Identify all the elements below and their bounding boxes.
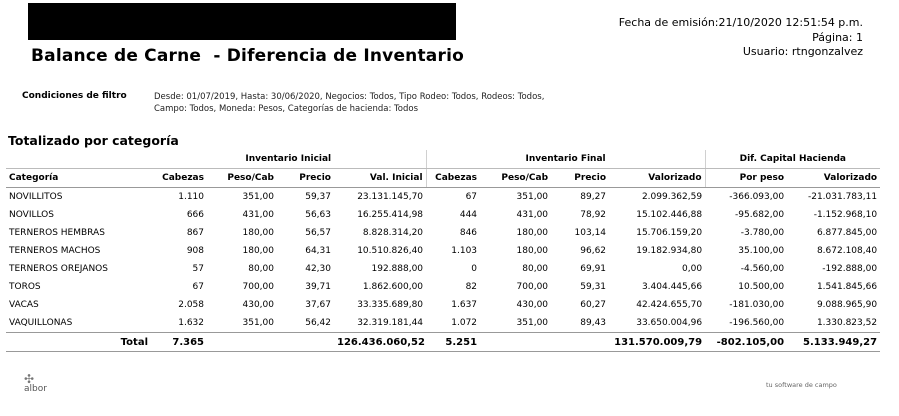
col-peso-inicial: Peso/Cab xyxy=(207,169,277,188)
col-val-inicial: Val. Inicial xyxy=(334,169,426,188)
col-peso-final: Peso/Cab xyxy=(480,169,551,188)
value-cell: 33.335.689,80 xyxy=(357,300,424,310)
group-header-row xyxy=(6,150,880,169)
value-cell: 89,43 xyxy=(580,318,607,328)
value-cell: 700,00 xyxy=(516,282,549,292)
value-cell: 8.828.314,20 xyxy=(362,228,424,238)
value-cell: 1.330.823,52 xyxy=(816,318,878,328)
value-cell: 56,57 xyxy=(305,228,331,238)
value-cell: 33.650.004,96 xyxy=(636,318,703,328)
value-cell: 180,00 xyxy=(516,228,549,238)
value-cell: 42,30 xyxy=(305,264,331,274)
value-cell: 89,27 xyxy=(580,192,607,202)
value-cell: 431,00 xyxy=(516,210,549,220)
value-cell: 23.131.145,70 xyxy=(357,192,424,202)
value-cell: -181.030,00 xyxy=(729,300,785,310)
value-cell: 56,42 xyxy=(305,318,331,328)
value-cell: 1.637 xyxy=(451,300,478,310)
value-cell: 6.877.845,00 xyxy=(816,228,878,238)
redacted-block xyxy=(28,3,456,40)
value-cell: 35.100,00 xyxy=(738,246,785,256)
total-empty xyxy=(551,333,609,352)
category-name-cell: TERNEROS OREJANOS xyxy=(9,264,108,274)
value-cell: 351,00 xyxy=(516,192,549,202)
total-empty xyxy=(277,333,334,352)
table-row xyxy=(6,314,880,333)
value-cell: 10.510.826,40 xyxy=(357,246,424,256)
value-cell: 60,27 xyxy=(580,300,607,310)
value-cell: 3.404.445,66 xyxy=(641,282,703,292)
value-cell: 9.088.965,90 xyxy=(816,300,878,310)
value-cell: 2.058 xyxy=(178,300,204,310)
table-body xyxy=(6,188,880,333)
table-row xyxy=(6,242,880,260)
value-cell: 80,00 xyxy=(522,264,549,274)
value-cell: -192.888,00 xyxy=(822,264,878,274)
value-cell: 1.103 xyxy=(451,246,478,256)
emission-date: Fecha de emisión:21/10/2020 12:51:54 p.m. xyxy=(618,16,863,29)
column-header-row xyxy=(6,169,880,188)
value-cell: 39,71 xyxy=(305,282,331,292)
filter-line-1: Desde: 01/07/2019, Hasta: 30/06/2020, Negocios: Todos, Tipo Rodeo: Todos, Rodeos: Todos, xyxy=(154,92,545,102)
filter-conditions xyxy=(154,91,584,115)
value-cell: 96,62 xyxy=(580,246,607,256)
value-cell: 80,00 xyxy=(248,264,274,274)
value-cell: 8.672.108,40 xyxy=(816,246,878,256)
footer-tagline: tu software de campo xyxy=(766,381,837,389)
value-cell: 846 xyxy=(459,228,478,238)
value-cell: 0,00 xyxy=(682,264,703,274)
group-dif-capital: Dif. Capital Hacienda xyxy=(705,150,880,169)
value-cell: 1.632 xyxy=(178,318,204,328)
filter-label: Condiciones de filtro xyxy=(22,91,127,101)
table-row xyxy=(6,206,880,224)
value-cell: -95.682,00 xyxy=(735,210,785,220)
value-cell: 16.255.414,98 xyxy=(357,210,424,220)
value-cell: 1.541.845,66 xyxy=(816,282,878,292)
user-name: Usuario: rtngonzalvez xyxy=(742,45,863,58)
value-cell: -1.152.968,10 xyxy=(813,210,878,220)
logo-text: albor xyxy=(24,384,47,394)
value-cell: 56,63 xyxy=(305,210,331,220)
value-cell: 67 xyxy=(192,282,204,292)
table-row xyxy=(6,296,880,314)
value-cell: 57 xyxy=(192,264,204,274)
value-cell: 180,00 xyxy=(242,246,274,256)
albor-logo xyxy=(24,374,47,394)
value-cell: 37,67 xyxy=(305,300,331,310)
value-cell: 15.102.446,88 xyxy=(636,210,703,220)
value-cell: 10.500,00 xyxy=(738,282,785,292)
value-cell: 192.888,00 xyxy=(371,264,424,274)
group-inventario-final: Inventario Final xyxy=(426,150,705,169)
value-cell: 867 xyxy=(186,228,204,238)
total-empty xyxy=(207,333,277,352)
page-number: Página: 1 xyxy=(812,30,863,44)
value-cell: 431,00 xyxy=(242,210,274,220)
total-valorizado-dif: 5.133.949,27 xyxy=(787,333,880,352)
category-name-cell: NOVILLOS xyxy=(9,210,54,220)
value-cell: 351,00 xyxy=(242,192,274,202)
col-categoria: Categoría xyxy=(6,169,151,188)
value-cell: 180,00 xyxy=(242,228,274,238)
value-cell: -196.560,00 xyxy=(729,318,785,328)
value-cell: 1.110 xyxy=(178,192,204,202)
value-cell: 908 xyxy=(186,246,204,256)
col-valorizado-dif: Valorizado xyxy=(787,169,880,188)
table-row xyxy=(6,188,880,207)
value-cell: 15.706.159,20 xyxy=(636,228,703,238)
value-cell: 19.182.934,80 xyxy=(636,246,703,256)
col-valorizado-final: Valorizado xyxy=(609,169,705,188)
col-cabezas-inicial: Cabezas xyxy=(151,169,207,188)
value-cell: 64,31 xyxy=(305,246,331,256)
section-title: Totalizado por categoría xyxy=(8,133,179,148)
value-cell: 180,00 xyxy=(516,246,549,256)
group-inventario-inicial: Inventario Inicial xyxy=(151,150,426,169)
report-meta xyxy=(619,16,863,60)
total-val-inicial: 126.436.060,52 xyxy=(334,333,426,352)
value-cell: 42.424.655,70 xyxy=(636,300,703,310)
value-cell: 700,00 xyxy=(242,282,274,292)
value-cell: 32.319.181,44 xyxy=(357,318,424,328)
value-cell: 1.862.600,00 xyxy=(362,282,424,292)
table-row xyxy=(6,260,880,278)
total-label: Total xyxy=(6,333,151,352)
col-precio-final: Precio xyxy=(551,169,609,188)
value-cell: 78,92 xyxy=(580,210,607,220)
group-spacer xyxy=(6,150,151,169)
value-cell: -21.031.783,11 xyxy=(807,192,878,202)
total-valorizado-final: 131.570.009,79 xyxy=(609,333,705,352)
total-cabezas-inicial: 7.365 xyxy=(151,333,207,352)
value-cell: 1.072 xyxy=(451,318,478,328)
category-name-cell: VAQUILLONAS xyxy=(9,318,73,328)
report-title: Balance de Carne - Diferencia de Inventario xyxy=(31,46,464,66)
col-cabezas-final: Cabezas xyxy=(426,169,480,188)
value-cell: 82 xyxy=(465,282,478,292)
category-name-cell: VACAS xyxy=(9,300,39,310)
table-row xyxy=(6,278,880,296)
value-cell: 351,00 xyxy=(516,318,549,328)
col-precio-inicial: Precio xyxy=(277,169,334,188)
value-cell: 0 xyxy=(471,264,478,274)
total-row xyxy=(6,333,880,352)
col-por-peso: Por peso xyxy=(705,169,787,188)
value-cell: 103,14 xyxy=(574,228,607,238)
value-cell: -4.560,00 xyxy=(740,264,785,274)
category-table xyxy=(6,150,880,352)
filter-line-2: Campo: Todos, Moneda: Pesos, Categorías de hacienda: Todos xyxy=(154,104,419,114)
category-name-cell: NOVILLITOS xyxy=(9,192,63,202)
total-por-peso: -802.105,00 xyxy=(705,333,787,352)
value-cell: -3.780,00 xyxy=(740,228,785,238)
category-name-cell: TERNEROS MACHOS xyxy=(9,246,101,256)
table-row xyxy=(6,224,880,242)
total-empty xyxy=(480,333,551,352)
value-cell: 444 xyxy=(459,210,478,220)
value-cell: 67 xyxy=(465,192,478,202)
category-name-cell: TERNEROS HEMBRAS xyxy=(9,228,105,238)
category-name-cell: TOROS xyxy=(9,282,41,292)
value-cell: 430,00 xyxy=(242,300,274,310)
value-cell: 69,91 xyxy=(580,264,607,274)
value-cell: -366.093,00 xyxy=(729,192,785,202)
total-cabezas-final: 5.251 xyxy=(426,333,480,352)
value-cell: 430,00 xyxy=(516,300,549,310)
value-cell: 666 xyxy=(186,210,204,220)
value-cell: 351,00 xyxy=(242,318,274,328)
value-cell: 59,37 xyxy=(305,192,331,202)
logo-mark-icon: ✣ xyxy=(24,372,35,386)
value-cell: 2.099.362,59 xyxy=(641,192,703,202)
value-cell: 59,31 xyxy=(580,282,607,292)
